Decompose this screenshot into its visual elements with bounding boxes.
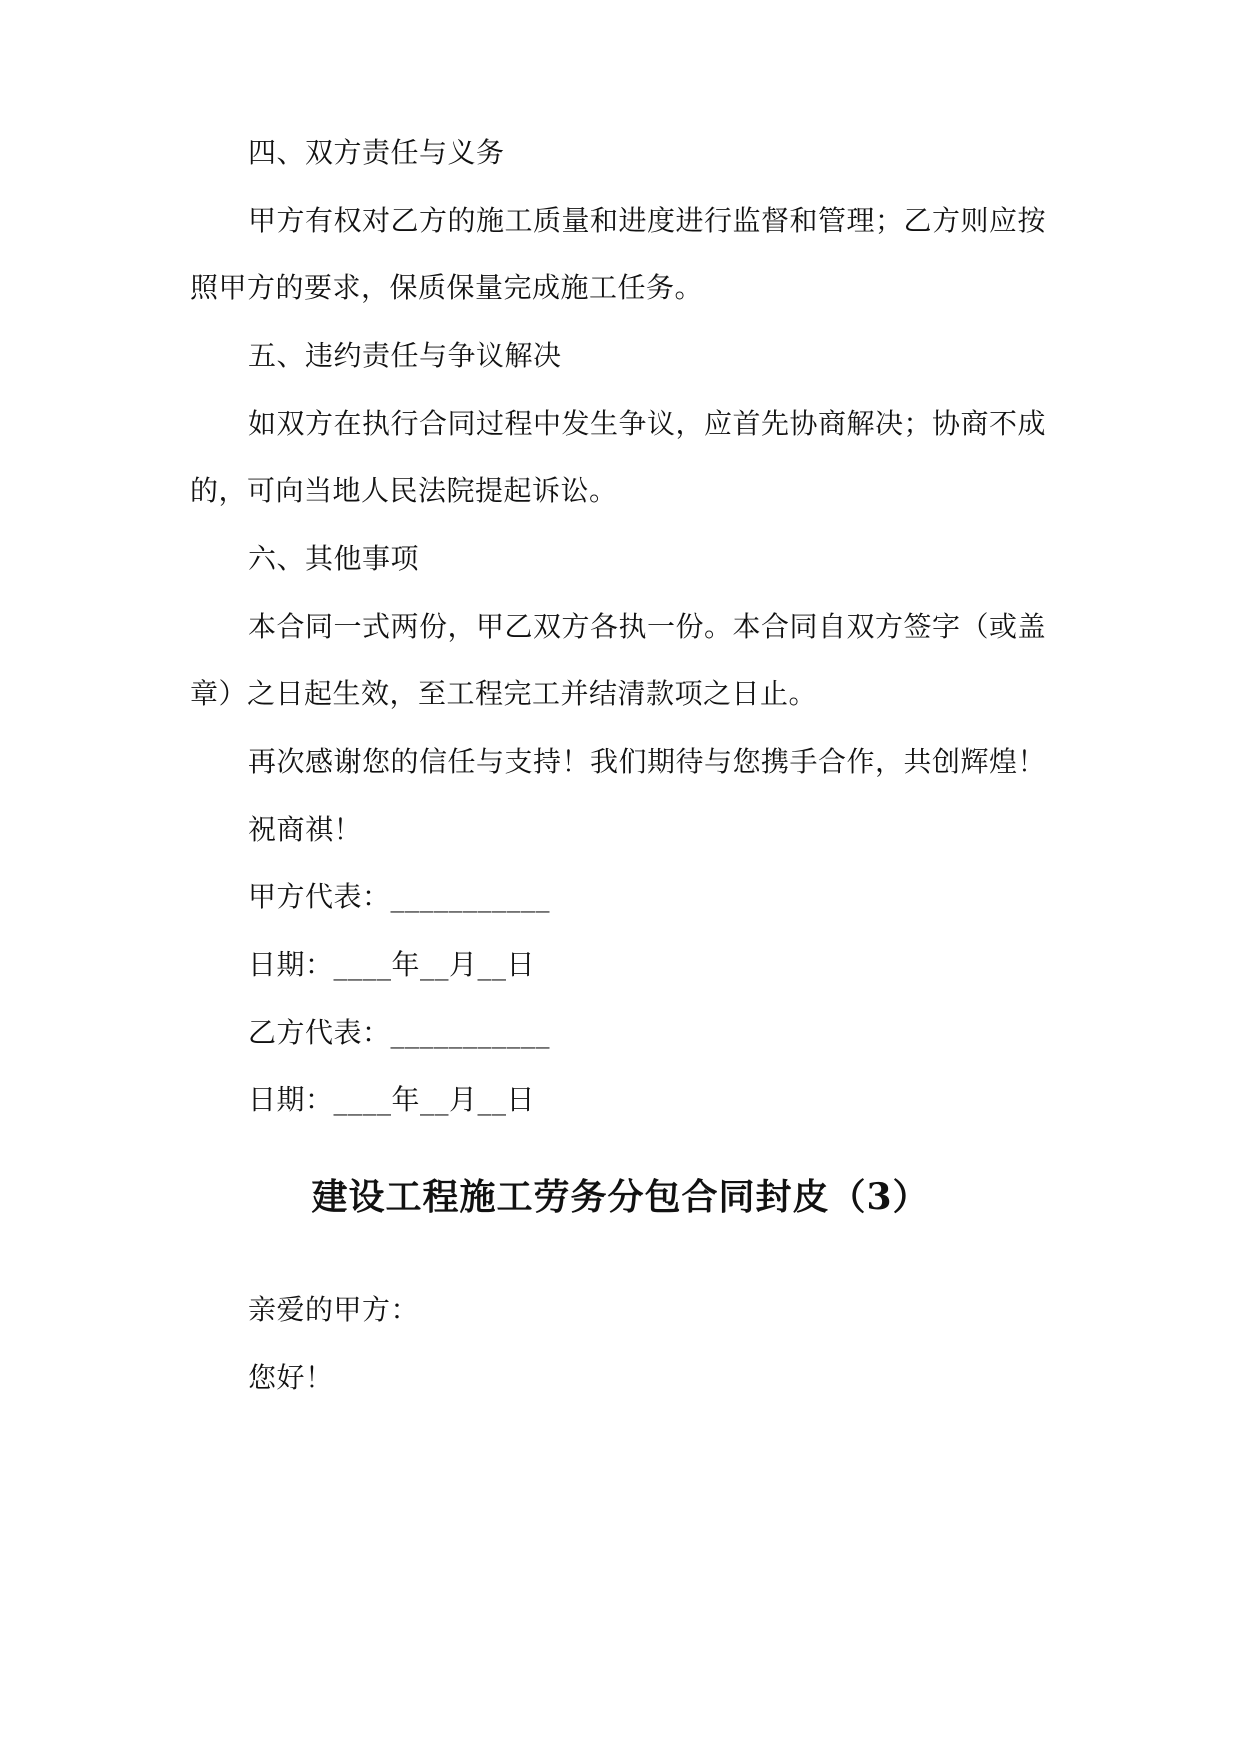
salutation: 亲爱的甲方： xyxy=(248,1293,420,1326)
section6-paragraph-line2: 章）之日起生效，至工程完工并结清款项之日止。 xyxy=(190,677,818,710)
section5-paragraph-line1: 如双方在执行合同过程中发生争议，应首先协商解决；协商不成 xyxy=(248,407,1047,440)
section5-heading: 五、违约责任与争议解决 xyxy=(248,339,562,372)
greeting: 您好！ xyxy=(248,1361,334,1394)
party-b-date-line: 日期：____年__月__日 xyxy=(248,1083,536,1116)
closing-regards: 祝商祺！ xyxy=(248,813,363,846)
section6-paragraph-line1: 本合同一式两份，甲乙双方各执一份。本合同自双方签字（或盖 xyxy=(248,610,1047,643)
section5-paragraph-line2: 的，可向当地人民法院提起诉讼。 xyxy=(190,474,618,507)
section4-paragraph-line1: 甲方有权对乙方的施工质量和进度进行监督和管理；乙方则应按 xyxy=(248,204,1047,237)
closing-thanks: 再次感谢您的信任与支持！我们期待与您携手合作，共创辉煌！ xyxy=(248,745,1047,778)
next-document-title: 建设工程施工劳务分包合同封皮（3） xyxy=(311,1176,930,1218)
party-a-date-line: 日期：____年__月__日 xyxy=(248,948,536,981)
section4-heading: 四、双方责任与义务 xyxy=(248,136,505,169)
party-a-representative-line: 甲方代表：___________ xyxy=(248,880,551,913)
section4-paragraph-line2: 照甲方的要求，保质保量完成施工任务。 xyxy=(190,271,704,304)
party-b-representative-line: 乙方代表：___________ xyxy=(248,1016,551,1049)
section6-heading: 六、其他事项 xyxy=(248,542,420,575)
